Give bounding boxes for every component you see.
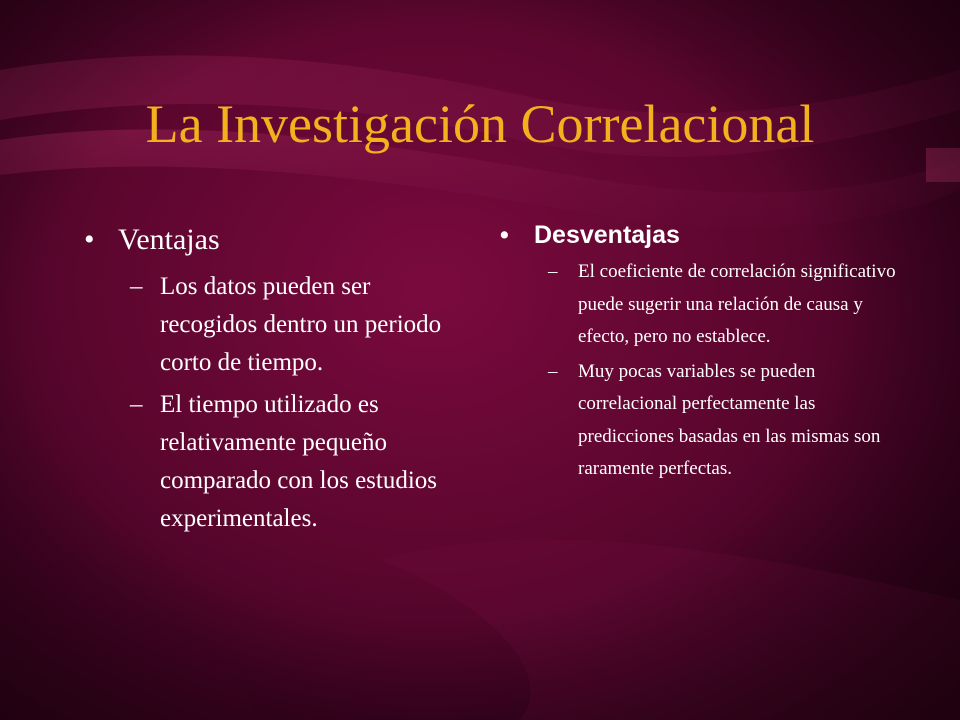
- advantages-heading-label: Ventajas: [118, 223, 220, 256]
- disadvantages-heading-label: Desventajas: [534, 221, 680, 249]
- list-item-text: Los datos pueden ser recogidos dentro un periodo corto de tiempo.: [160, 273, 442, 376]
- list-item: [548, 356, 900, 486]
- advantages-heading: [84, 218, 464, 262]
- disadvantages-heading: [500, 218, 900, 252]
- list-item-text: Muy pocas variables se pueden correlacional perfectamente las predicciones basadas en las mismas son raramente perfectas.: [578, 360, 881, 479]
- list-item-text: El tiempo utilizado es relativamente pequeño comparado con los estudios experimentales.: [160, 391, 438, 532]
- dash-icon: –: [130, 273, 143, 300]
- disadvantages-list: [548, 256, 900, 486]
- advantages-column: [84, 218, 464, 542]
- list-item: [130, 268, 464, 382]
- list-item: [548, 256, 900, 354]
- bullet-icon: •: [500, 221, 509, 249]
- bullet-icon: •: [84, 223, 95, 256]
- advantages-list: [130, 268, 464, 538]
- dash-icon: –: [548, 261, 558, 282]
- list-item: [130, 386, 464, 538]
- list-item-text: El coeficiente de correlación significativo puede sugerir una relación de causa y efecto, pero no establece.: [578, 261, 896, 347]
- dash-icon: –: [548, 360, 558, 382]
- disadvantages-column: [500, 218, 900, 488]
- dash-icon: –: [130, 391, 143, 418]
- slide-title: La Investigación Correlacional: [145, 94, 815, 154]
